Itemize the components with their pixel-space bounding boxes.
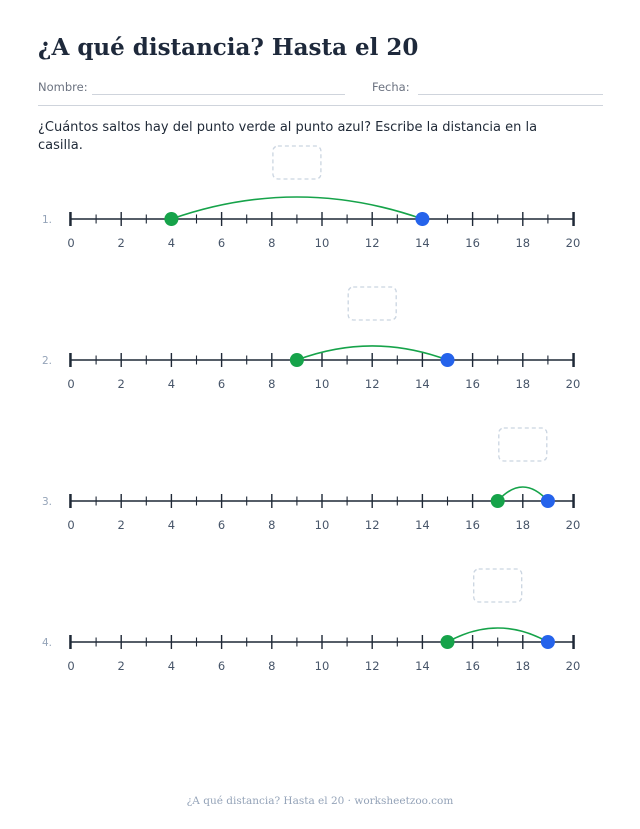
tick-label: 12 [364, 377, 380, 391]
tick-label: 10 [314, 236, 330, 250]
end-point-blue [441, 353, 455, 367]
answer-box[interactable] [348, 287, 396, 320]
tick-label: 18 [515, 518, 531, 532]
tick-label: 6 [217, 377, 226, 391]
tick-label: 6 [217, 518, 226, 532]
end-point-blue [541, 494, 555, 508]
tick-label: 8 [268, 377, 276, 391]
tick-label: 10 [314, 518, 330, 532]
tick-label: 8 [268, 659, 276, 673]
problem-number: 2. [42, 355, 53, 367]
answer-box[interactable] [273, 146, 321, 179]
tick-label: 0 [67, 236, 75, 250]
tick-label: 12 [364, 236, 380, 250]
tick-label: 8 [268, 236, 276, 250]
tick-label: 16 [465, 518, 480, 532]
name-label: Nombre: [38, 80, 88, 94]
start-point-green [491, 494, 505, 508]
footer-text: ¿A qué distancia? Hasta el 20 · worksheetzoo.com [186, 795, 454, 807]
tick-label: 10 [314, 659, 330, 673]
tick-label: 18 [515, 659, 531, 673]
problem-number: 1. [42, 214, 53, 226]
tick-label: 18 [515, 236, 531, 250]
tick-label: 10 [314, 377, 330, 391]
answer-box[interactable] [499, 428, 547, 461]
start-point-green [164, 212, 178, 226]
tick-label: 2 [117, 236, 125, 250]
tick-label: 4 [167, 377, 176, 391]
answer-box[interactable] [474, 569, 522, 602]
problem-number: 3. [42, 496, 53, 508]
problem-4 [42, 569, 580, 673]
tick-label: 14 [415, 377, 430, 391]
worksheet-title: ¿A qué distancia? Hasta el 20 [38, 34, 419, 61]
tick-label: 18 [515, 377, 531, 391]
tick-label: 12 [364, 518, 380, 532]
tick-label: 6 [217, 659, 226, 673]
problem-2 [42, 287, 580, 391]
tick-label: 4 [167, 518, 176, 532]
end-point-blue [415, 212, 429, 226]
tick-label: 14 [415, 659, 430, 673]
problem-number: 4. [42, 637, 53, 649]
tick-label: 2 [117, 518, 125, 532]
problem-3 [42, 428, 580, 532]
tick-label: 0 [67, 659, 75, 673]
tick-label: 14 [415, 236, 430, 250]
tick-label: 20 [565, 377, 581, 391]
tick-label: 16 [465, 377, 480, 391]
tick-label: 4 [167, 659, 176, 673]
tick-label: 14 [415, 518, 430, 532]
tick-label: 20 [565, 659, 581, 673]
tick-label: 16 [465, 236, 480, 250]
tick-label: 4 [167, 236, 176, 250]
date-label: Fecha: [372, 80, 410, 94]
tick-label: 6 [217, 236, 226, 250]
start-point-green [441, 635, 455, 649]
tick-label: 0 [67, 377, 75, 391]
instructions-text: ¿Cuántos saltos hay del punto verde al punto azul? Escribe la distancia en la casilla. [38, 120, 538, 153]
tick-label: 20 [565, 518, 581, 532]
tick-label: 16 [465, 659, 480, 673]
tick-label: 2 [117, 377, 125, 391]
tick-label: 20 [565, 236, 581, 250]
tick-label: 0 [67, 518, 75, 532]
start-point-green [290, 353, 304, 367]
problem-1 [42, 146, 580, 250]
tick-label: 8 [268, 518, 276, 532]
end-point-blue [541, 635, 555, 649]
tick-label: 2 [117, 659, 125, 673]
tick-label: 12 [364, 659, 380, 673]
